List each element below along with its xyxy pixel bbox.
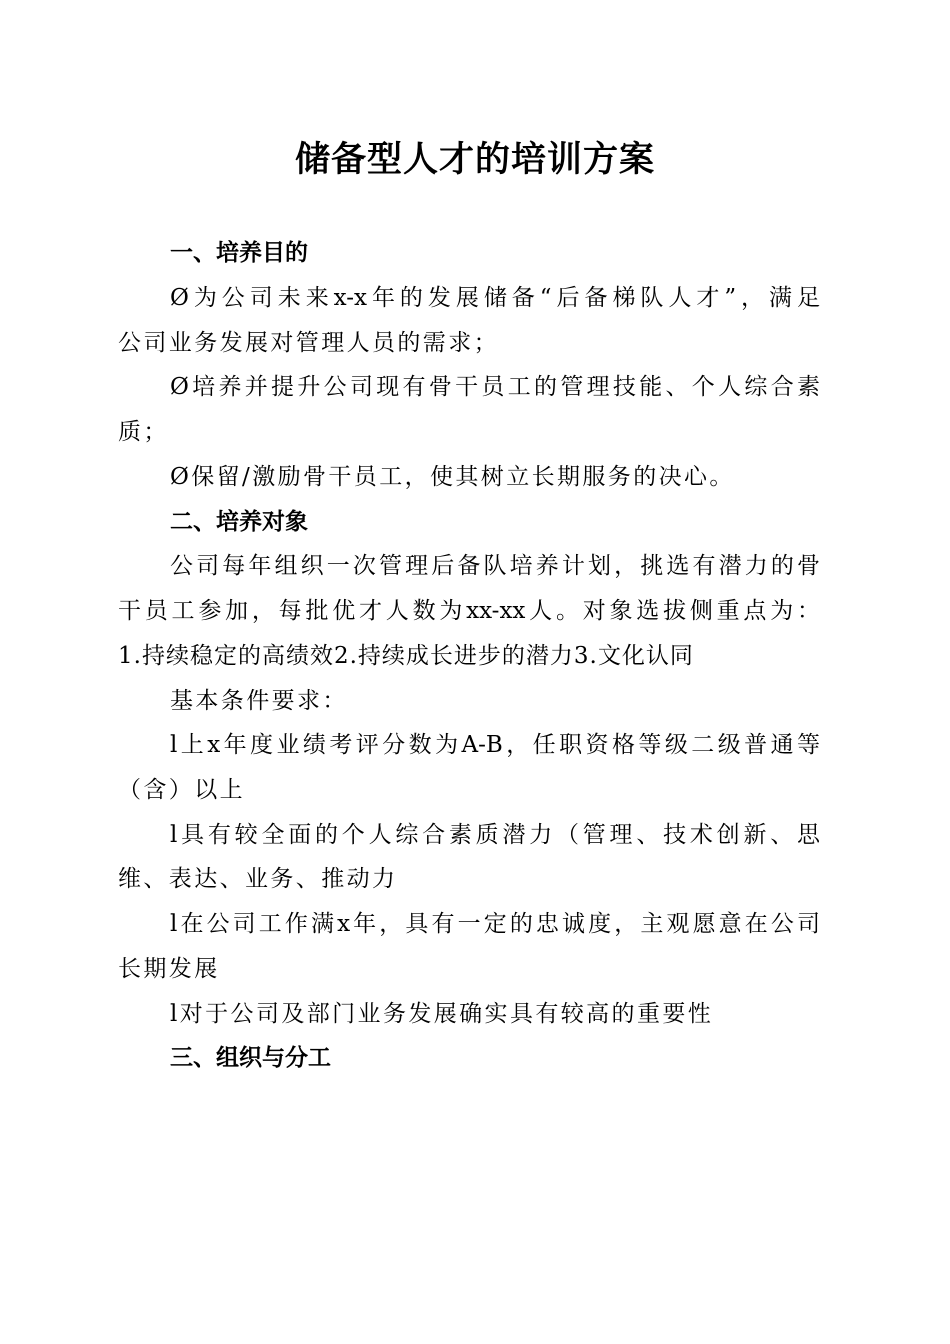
section-heading-purpose: 一、培养目的 xyxy=(170,240,308,266)
list-item-line: l在公司工作满x年，具有一定的忠诚度，主观愿意在公司 xyxy=(170,911,820,937)
paragraph-line: 公司每年组织一次管理后备队培养计划，挑选有潜力的骨 xyxy=(170,553,820,579)
paragraph-line: 干员工参加，每批优才人数为xx-xx人。对象选拔侧重点为： xyxy=(118,598,820,624)
paragraph-line: Ø保留/激励骨干员工，使其树立长期服务的决心。 xyxy=(170,464,735,490)
paragraph-line: Ø为公司未来x-x年的发展储备“后备梯队人才”，满足 xyxy=(170,285,820,311)
paragraph-line: 质； xyxy=(118,419,169,445)
paragraph-line: 基本条件要求： xyxy=(170,688,348,714)
paragraph-line: Ø培养并提升公司现有骨干员工的管理技能、个人综合素 xyxy=(170,374,820,400)
list-item-line: l上x年度业绩考评分数为A-B，任职资格等级二级普通等 xyxy=(170,732,820,758)
list-item-line: l具有较全面的个人综合素质潜力（管理、技术创新、思 xyxy=(170,822,820,848)
list-item-line: l对于公司及部门业务发展确实具有较高的重要性 xyxy=(170,1001,714,1027)
document-title: 储备型人才的培训方案 xyxy=(294,139,655,180)
paragraph-line: 1.持续稳定的高绩效2.持续成长进步的潜力3.文化认同 xyxy=(118,643,694,669)
paragraph-line: 公司业务发展对管理人员的需求； xyxy=(118,330,499,356)
section-heading-organization: 三、组织与分工 xyxy=(170,1045,331,1071)
list-item-line: （含）以上 xyxy=(118,777,245,803)
list-item-line: 长期发展 xyxy=(118,956,220,982)
section-heading-targets: 二、培养对象 xyxy=(170,509,308,535)
list-item-line: 维、表达、业务、推动力 xyxy=(118,866,398,892)
